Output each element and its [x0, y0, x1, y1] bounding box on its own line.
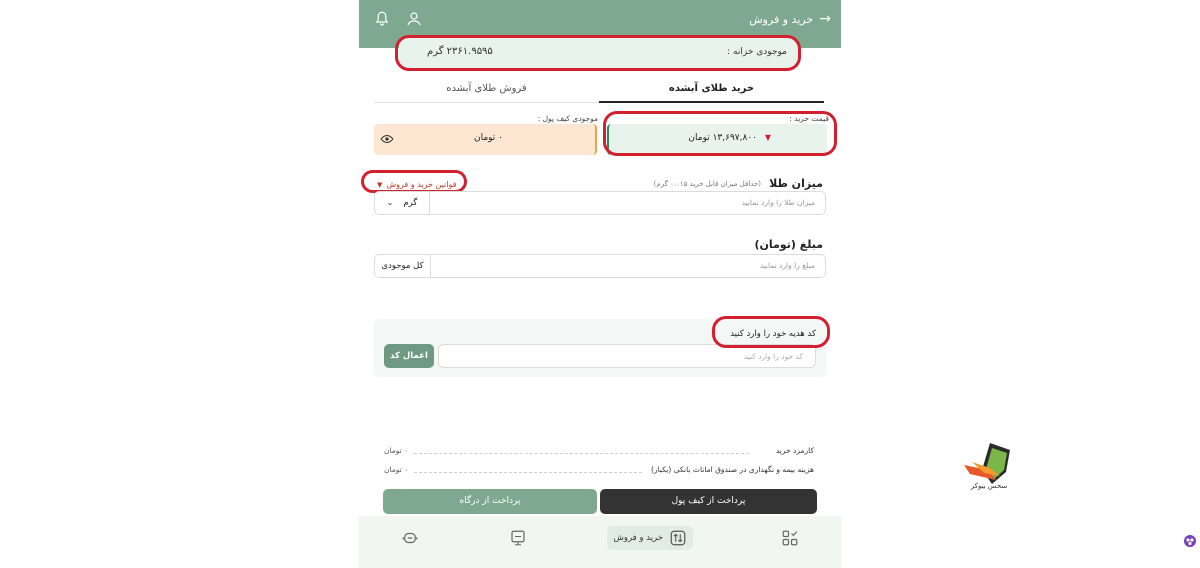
wallet-balance-label: موجودی کیف پول : — [537, 114, 598, 123]
dotted-divider — [414, 453, 749, 454]
apply-code-button[interactable]: اعمال کد — [384, 344, 434, 368]
extension-icon[interactable] — [1183, 534, 1197, 548]
header-title-text: خرید و فروش — [749, 12, 814, 26]
app-window — [359, 0, 841, 568]
chevron-down-icon: ⌄ — [386, 198, 394, 207]
gold-amount-input[interactable]: میزان طلا را وارد نمایید — [741, 198, 815, 207]
treasury-label: موجودی خزانه : — [727, 47, 787, 57]
back-arrow-icon[interactable]: → — [819, 11, 831, 27]
fee-row — [384, 465, 814, 477]
fee-label: کارمزد خرید — [775, 446, 814, 455]
unit-select[interactable] — [375, 192, 430, 214]
wallet-balance-box — [374, 124, 597, 155]
unit-label: گرم — [403, 198, 418, 208]
pay-wallet-button[interactable]: پرداخت از کیف پول — [600, 489, 817, 514]
fee-row — [384, 446, 814, 458]
tab-sell[interactable]: فروش طلای آبشده — [446, 83, 527, 94]
gold-amount-title: میزان طلا — [769, 177, 823, 190]
rules-link-label: قوانین خرید و فروش — [386, 180, 457, 189]
buy-price-label: قیمت خرید : — [789, 114, 829, 123]
gift-code-label: کد هدیه خود را وارد کنید — [730, 329, 816, 339]
caret-down-icon: ▼ — [377, 180, 383, 189]
user-icon[interactable] — [405, 10, 423, 28]
gift-code-card — [374, 319, 826, 377]
pay-gateway-button[interactable]: پرداخت از درگاه — [383, 489, 597, 514]
tab-bar — [374, 76, 824, 103]
nav-profile[interactable] — [401, 526, 419, 550]
wallet-balance-value: ۰ تومان — [473, 133, 503, 143]
support-icon — [401, 529, 419, 547]
monitor-icon — [509, 529, 527, 547]
header-title[interactable] — [749, 12, 831, 26]
insurance-label: هزینه بیمه و نگهداری در صندوق امانات بانکی (یکبار) — [651, 465, 814, 474]
nav-buy-sell[interactable] — [607, 526, 693, 550]
rules-link[interactable] — [377, 180, 456, 189]
dotted-divider — [414, 472, 642, 473]
bell-icon[interactable] — [373, 10, 391, 28]
treasury-balance — [399, 38, 799, 70]
header-icons — [373, 10, 423, 28]
swap-icon — [669, 529, 687, 547]
eye-icon[interactable] — [380, 132, 394, 146]
tab-buy[interactable]: خرید طلای آبشده — [599, 76, 824, 103]
gift-code-placeholder: کد خود را وارد کنید — [743, 352, 803, 361]
amount-input[interactable]: مبلغ را وارد نمایید — [759, 261, 815, 270]
insurance-value: ۰ تومان — [384, 465, 409, 474]
gold-amount-hint: (حداقل میزان قابل خرید ۰.۰۱۵ گرم) — [653, 180, 761, 188]
buy-price-box — [607, 124, 827, 155]
amount-title: مبلغ (تومان) — [754, 238, 823, 251]
treasury-value: ۲۳۶۱.۹۵۹۵ گرم — [427, 46, 493, 57]
all-balance-button[interactable]: کل موجودی — [375, 255, 431, 277]
gold-amount-field[interactable] — [374, 191, 826, 215]
fee-value: ۰ تومان — [384, 446, 409, 455]
price-down-icon: ▼ — [764, 133, 771, 142]
dashboard-icon — [781, 529, 799, 547]
gift-code-input[interactable] — [438, 344, 816, 368]
logo-caption: سحس بیوکر — [970, 482, 1008, 490]
buy-price-value: ۱۳,۶۹۷,۸۰۰ تومان — [688, 133, 757, 143]
bottom-nav — [359, 516, 841, 568]
nav-reports[interactable] — [509, 526, 527, 550]
nav-dashboard[interactable] — [781, 526, 799, 550]
amount-field[interactable] — [374, 254, 826, 278]
nav-buy-sell-label: خرید و فروش — [613, 533, 663, 543]
